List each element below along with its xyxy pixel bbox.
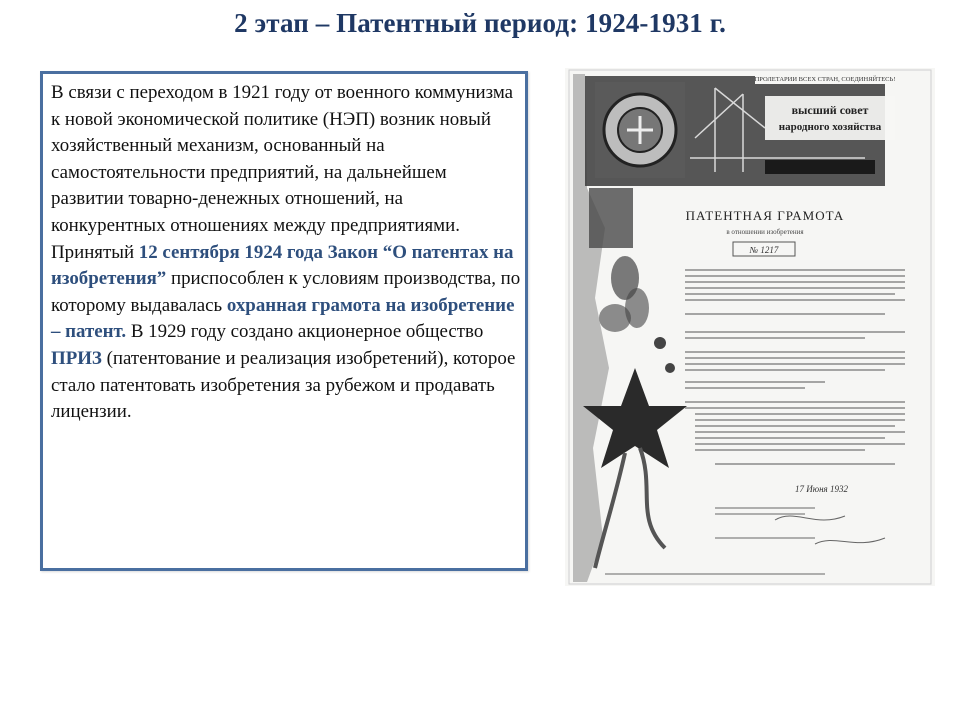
doc-header-line2: народного хозяйства <box>778 121 882 133</box>
paragraph-text-4: (патентование и реализация изобретений), которое стало патентовать изобретения за рубежом и продавать лицензии. <box>51 347 516 423</box>
doc-title: ПАТЕНТНАЯ ГРАМОТА <box>685 208 845 223</box>
highlight-priz: ПРИЗ <box>51 347 102 369</box>
train-icon <box>765 160 875 174</box>
doc-header-line1: высший совет <box>791 103 869 117</box>
signature-date: 17 Июня 1932 <box>795 484 848 494</box>
doc-header-small: ПРОЛЕТАРИИ ВСЕХ СТРАН, СОЕДИНЯЙТЕСЬ! <box>754 76 896 83</box>
text-box <box>40 71 528 571</box>
paragraph-text-3: В 1929 году создано акционерное общество <box>126 321 484 343</box>
patent-certificate-image <box>565 68 935 586</box>
doc-subtitle: в отношении изобретения <box>726 228 804 236</box>
highlight-patent: охранная грамота на изобретение – патент. <box>51 294 515 343</box>
highlight-law-date: 12 сентября 1924 года Закон “О патентах на изобретения” <box>51 241 514 290</box>
paragraph-text-1: В связи с переходом в 1921 году от военного коммунизма к новой экономической политике (НЭП) возник новый хозяйственный механизм, основанный на самостоятельности предприятий, на дальнейшем развитии товарно-денежных отношений, на конкурентных отношениях между предприятиями. Принятый <box>51 82 514 263</box>
paragraph-text-2: приспособлен к условиям производства, по которому выдавалась <box>51 268 521 316</box>
doc-number: № 1217 <box>749 245 779 255</box>
slide-title: 2 этап – Патентный период: 1924-1931 г. <box>234 8 726 38</box>
